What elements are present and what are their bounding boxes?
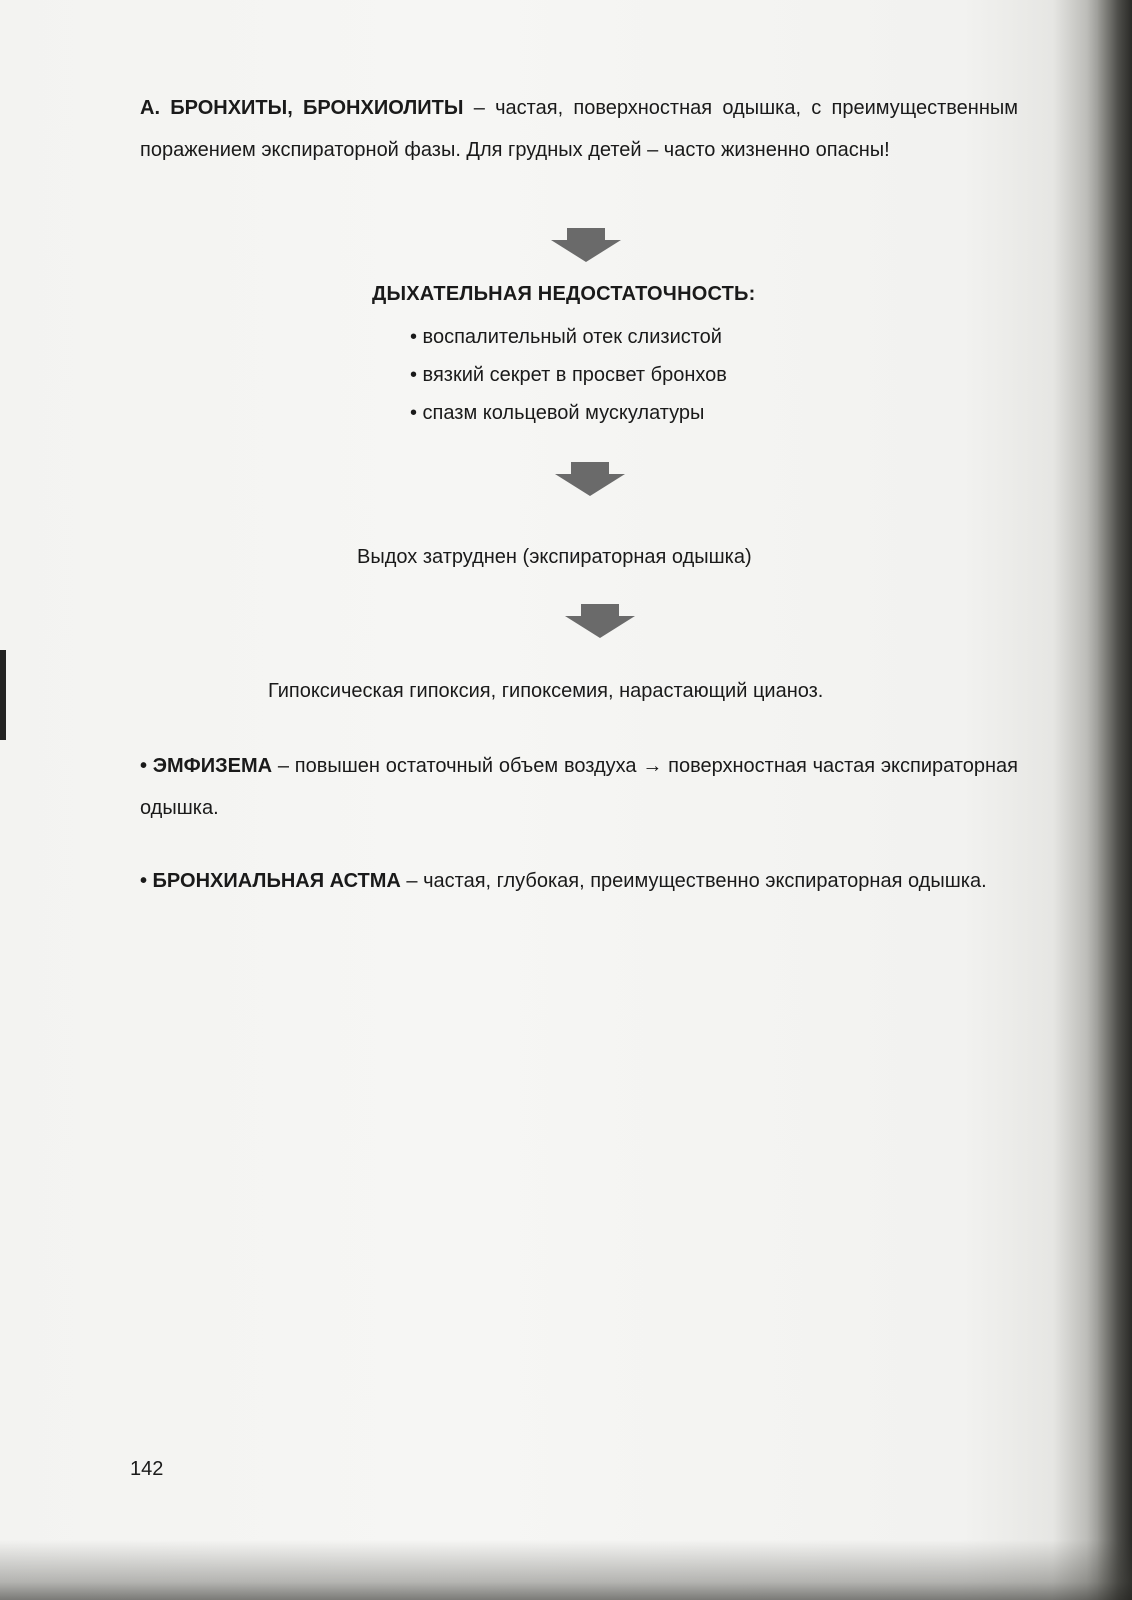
- page-number: 142: [130, 1458, 164, 1480]
- asthma-title: • БРОНХИАЛЬНАЯ АСТМА: [140, 870, 401, 892]
- respiratory-failure-heading: ДЫХАТЕЛЬНАЯ НЕДОСТАТОЧНОСТЬ:: [372, 283, 756, 305]
- page-edge-shadow: [1098, 0, 1132, 1600]
- cause-item-spasm: • спазм кольцевой мускулатуры: [410, 402, 705, 424]
- emphysema-text: – повышен остаточный объем воздуха → поверхностная частая экспираторная одышка.: [140, 755, 1018, 819]
- bottom-edge-shadow: [0, 1540, 1132, 1600]
- binding-mark: [0, 650, 6, 740]
- exhale-statement: Выдох затруднен (экспираторная одышка): [357, 546, 752, 568]
- bronchitis-title: А. БРОНХИТЫ, БРОНХИОЛИТЫ: [140, 97, 464, 119]
- down-arrow-icon: [565, 604, 635, 638]
- cause-item-secretion: • вязкий секрет в просвет бронхов: [410, 364, 727, 386]
- bronchitis-paragraph: [140, 87, 1018, 171]
- bronchitis-text: – частая, поверхностная одышка, с преимущественным поражением экспираторной фазы. Для грудных детей – часто жизненно опасны!: [140, 97, 1018, 161]
- asthma-text: – частая, глубокая, преимущественно экспираторная одышка.: [400, 870, 987, 892]
- hypoxia-statement: Гипоксическая гипоксия, гипоксемия, нарастающий цианоз.: [268, 680, 824, 702]
- down-arrow-icon: [551, 228, 621, 262]
- emphysema-paragraph: [140, 745, 1018, 829]
- cause-item-edema: • воспалительный отек слизистой: [410, 326, 722, 348]
- asthma-paragraph: [140, 860, 1018, 902]
- emphysema-title: • ЭМФИЗЕМА: [140, 755, 273, 777]
- down-arrow-icon: [555, 462, 625, 496]
- causes-list: [410, 318, 727, 432]
